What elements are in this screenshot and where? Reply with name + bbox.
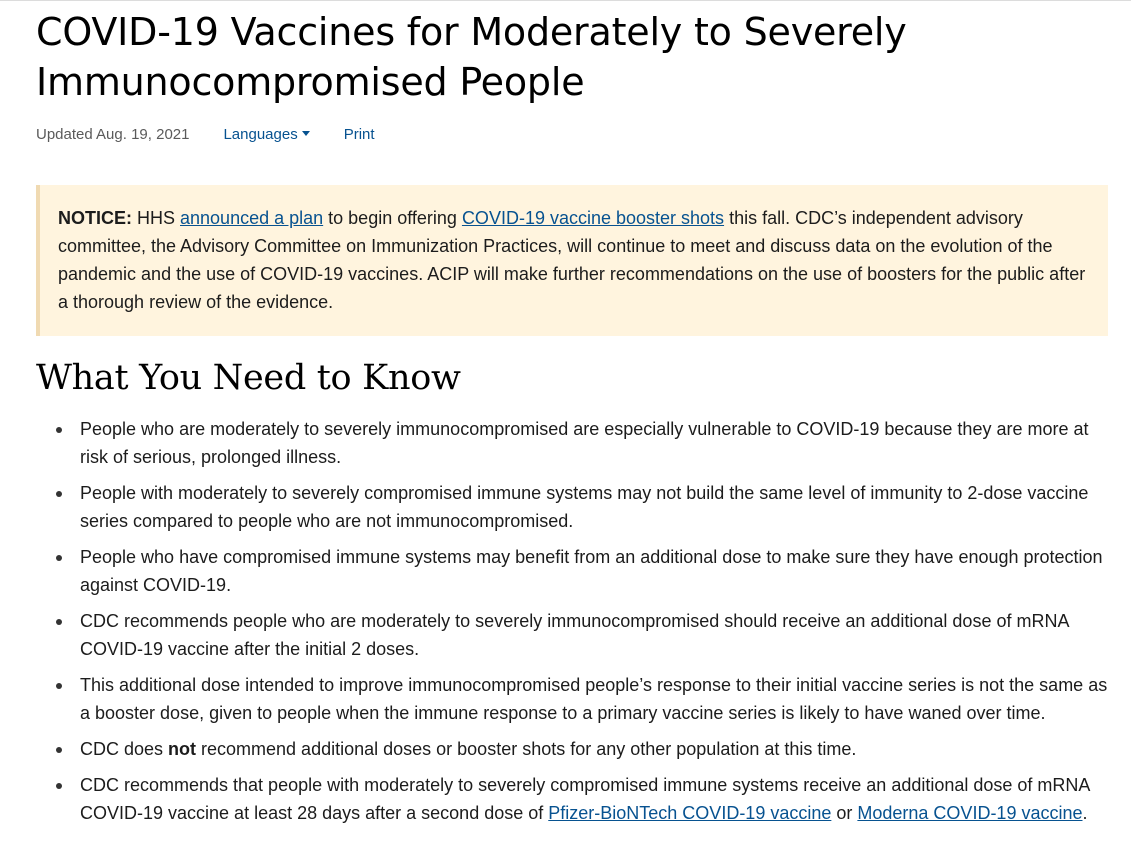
list-item-text: CDC recommends that people with moderately to severely compromised immune systems receive an additional dose of mRNA COVID-19 vaccine at least 28 days after a second dose of (80, 775, 1090, 823)
notice-text: this fall. CDC’s independent advisory committee, the Advisory Committee on Immunization Practices, will continue to meet and discuss data on the evolution of the pandemic and the use of COVID-19 vaccines. ACIP will make further recommendations on the use of boosters for the public after a thorough review of the evidence. (58, 208, 1086, 312)
languages-label: Languages (223, 125, 298, 143)
updated-date: Updated Aug. 19, 2021 (36, 125, 190, 143)
emphasis-not: not (168, 739, 197, 759)
page-title: COVID-19 Vaccines for Moderately to Severely Immunocompromised People (36, 10, 907, 104)
booster-shots-link[interactable]: COVID-19 vaccine booster shots (461, 208, 725, 228)
pfizer-vaccine-link[interactable]: Pfizer-BioNTech COVID-19 vaccine (548, 803, 832, 823)
announced-plan-link[interactable]: announced a plan (180, 208, 324, 228)
page-meta (36, 124, 1108, 144)
list-item: People who are moderately to severely immunocompromised are especially vulnerable to COVID-19 because they are more at risk of serious, prolonged illness. (80, 415, 1110, 471)
notice-text: to begin offering (323, 208, 462, 228)
list-item (80, 735, 1110, 763)
list-item-text: or (831, 803, 858, 823)
list-item-text: recommend additional doses or booster shots for any other population at this time. (196, 739, 857, 759)
key-points-list (36, 415, 1108, 827)
list-item-text: CDC does (80, 739, 169, 759)
list-item: CDC recommends people who are moderately to severely immunocompromised should receive an additional dose of mRNA COVID-19 vaccine after the initial 2 doses. (80, 607, 1110, 663)
list-item (80, 771, 1110, 827)
print-link[interactable]: Print (343, 125, 375, 143)
section-heading: What You Need to Know (36, 358, 461, 398)
page-content (36, 0, 1108, 835)
notice-label: NOTICE: (58, 208, 132, 228)
moderna-vaccine-link[interactable]: Moderna COVID-19 vaccine (857, 803, 1083, 823)
list-item: People with moderately to severely compromised immune systems may not build the same level of immunity to 2-dose vaccine series compared to people who are not immunocompromised. (80, 479, 1110, 535)
notice-box (36, 185, 1108, 336)
list-item-text: . (1082, 803, 1088, 823)
languages-dropdown[interactable] (223, 126, 309, 143)
caret-down-icon (302, 131, 310, 136)
list-item: People who have compromised immune systems may benefit from an additional dose to make sure they have enough protection against COVID-19. (80, 543, 1110, 599)
list-item: This additional dose intended to improve immunocompromised people’s response to their initial vaccine series is not the same as a booster dose, given to people when the immune response to a primary vaccine series is likely to have waned over time. (80, 671, 1110, 727)
notice-text: HHS (132, 208, 181, 228)
